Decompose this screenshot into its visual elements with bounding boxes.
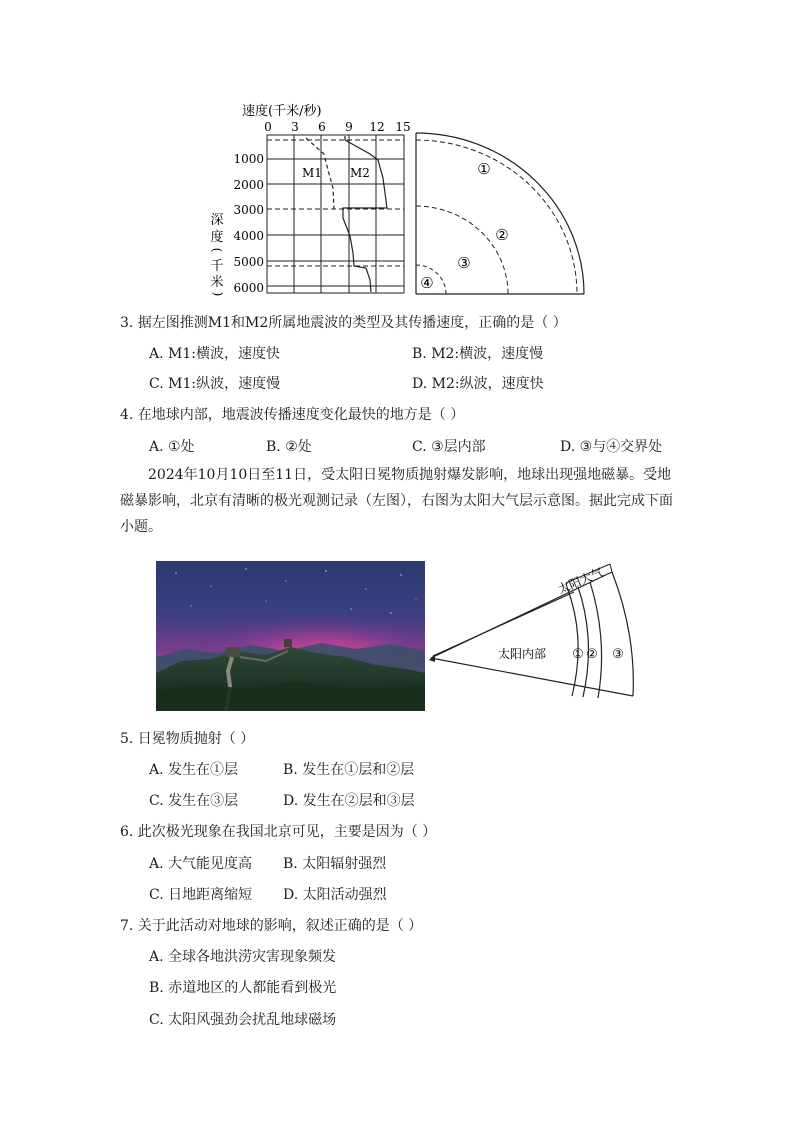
question-7-option-c[interactable]: C. 太阳风强劲会扰乱地球磁场 [149,1012,337,1028]
m1-label: M1 [302,166,322,180]
x-tick-3: 3 [291,120,299,134]
question-4-stem: 4. 在地球内部，地震波传播速度变化最快的地方是（ ） [120,407,465,423]
x-tick-0: 0 [264,120,272,134]
velocity-grid [267,135,404,293]
question-3-option-c[interactable]: C. M1:纵波，速度慢 [149,376,281,392]
layer-label-4: ④ [420,274,434,292]
chromosphere-arc [578,587,588,697]
depth-title-char-4: 千 [210,259,224,274]
solar-atmosphere-label: 太阳大气 [555,565,606,597]
corona-inner-arc [590,582,602,698]
question-3-stem: 3. 据左图推测M1和M2所属地震波的类型及其传播速度，正确的是（ ） [120,315,567,331]
y-tick-3000: 3000 [233,203,264,217]
photosphere-arc [568,590,578,696]
question-4-option-b[interactable]: B. ②处 [266,439,312,455]
solar-atmosphere-svg [426,560,646,700]
seismic-figure [200,98,600,300]
earth-interior-section [416,133,584,294]
layer-label-2: ② [495,226,509,244]
depth-title-char-2: 度 [210,230,224,245]
question-4-option-d[interactable]: D. ③与④交界处 [560,439,663,455]
depth-title-char-6: ) [211,291,225,297]
question-7-stem: 7. 关于此活动对地球的影响，叙述正确的是（ ） [120,918,423,934]
question-7-option-b[interactable]: B. 赤道地区的人都能看到极光 [149,980,337,996]
depth-title-char-1: 深 [210,213,224,228]
layer-label-3: ③ [457,254,471,272]
y-tick-2000: 2000 [233,178,264,192]
sector-lower-ray [431,658,633,696]
depth-title-char-3: ( [210,247,224,253]
solar-layer-label-1: ① [572,647,584,662]
question-6-stem: 6. 此次极光现象在我国北京可见，主要是因为（ ） [120,824,437,840]
y-tick-5000: 5000 [233,255,264,269]
question-3-option-b[interactable]: B. M2:横波，速度慢 [412,346,544,362]
question-5-option-d[interactable]: D. 发生在②层和③层 [283,793,415,809]
x-tick-9: 9 [345,120,353,134]
question-5-option-c[interactable]: C. 发生在③层 [149,793,239,809]
x-tick-6: 6 [318,120,326,134]
aurora-passage: 2024年10月10日至11日，受太阳日冕物质抛射爆发影响，地球出现强地磁暴。受地磁暴影响，北京有清晰的极光观测记录（左图），右图为太阳大气层示意图。据此完成下面小题。 [120,467,673,535]
depth-title-char-5: 米 [210,275,224,290]
y-tick-1000: 1000 [233,152,264,166]
question-3-option-a[interactable]: A. M1:横波，速度快 [149,346,280,362]
question-5-option-b[interactable]: B. 发生在①层和②层 [283,762,415,778]
velocity-axis-title: 速度(千米/秒) [242,104,322,119]
layer-label-1: ① [477,160,491,178]
corona-outer-arc [612,572,633,696]
y-tick-4000: 4000 [233,229,264,243]
question-6-option-b[interactable]: B. 太阳辐射强烈 [283,856,387,872]
m2-label: M2 [350,166,370,180]
solar-interior-label: 太阳内部 [498,647,547,661]
y-tick-6000: 6000 [233,281,264,295]
x-tick-15: 15 [395,120,411,134]
question-4-option-a[interactable]: A. ①处 [149,439,195,455]
crust-outer-arc [416,133,584,294]
solar-layer-label-3: ③ [612,647,624,662]
solar-layer-label-2: ② [586,647,598,662]
question-7-option-a[interactable]: A. 全球各地洪涝灾害现象频发 [149,949,337,965]
seismic-diagram-svg [200,98,600,300]
question-6-option-a[interactable]: A. 大气能见度高 [149,856,253,872]
question-6-option-c[interactable]: C. 日地距离缩短 [149,887,253,903]
question-5-option-a[interactable]: A. 发生在①层 [149,762,239,778]
question-3-option-d[interactable]: D. M2:纵波，速度快 [412,376,544,392]
aurora-photo-drawing [156,561,425,711]
aurora-photo [156,561,425,711]
moho-arc [416,140,577,294]
question-4-option-c[interactable]: C. ③层内部 [412,439,486,455]
question-5-stem: 5. 日冕物质抛射（ ） [120,731,255,747]
question-6-option-d[interactable]: D. 太阳活动强烈 [283,887,387,903]
x-tick-12: 12 [369,120,385,134]
solar-atmosphere-figure [426,560,646,700]
